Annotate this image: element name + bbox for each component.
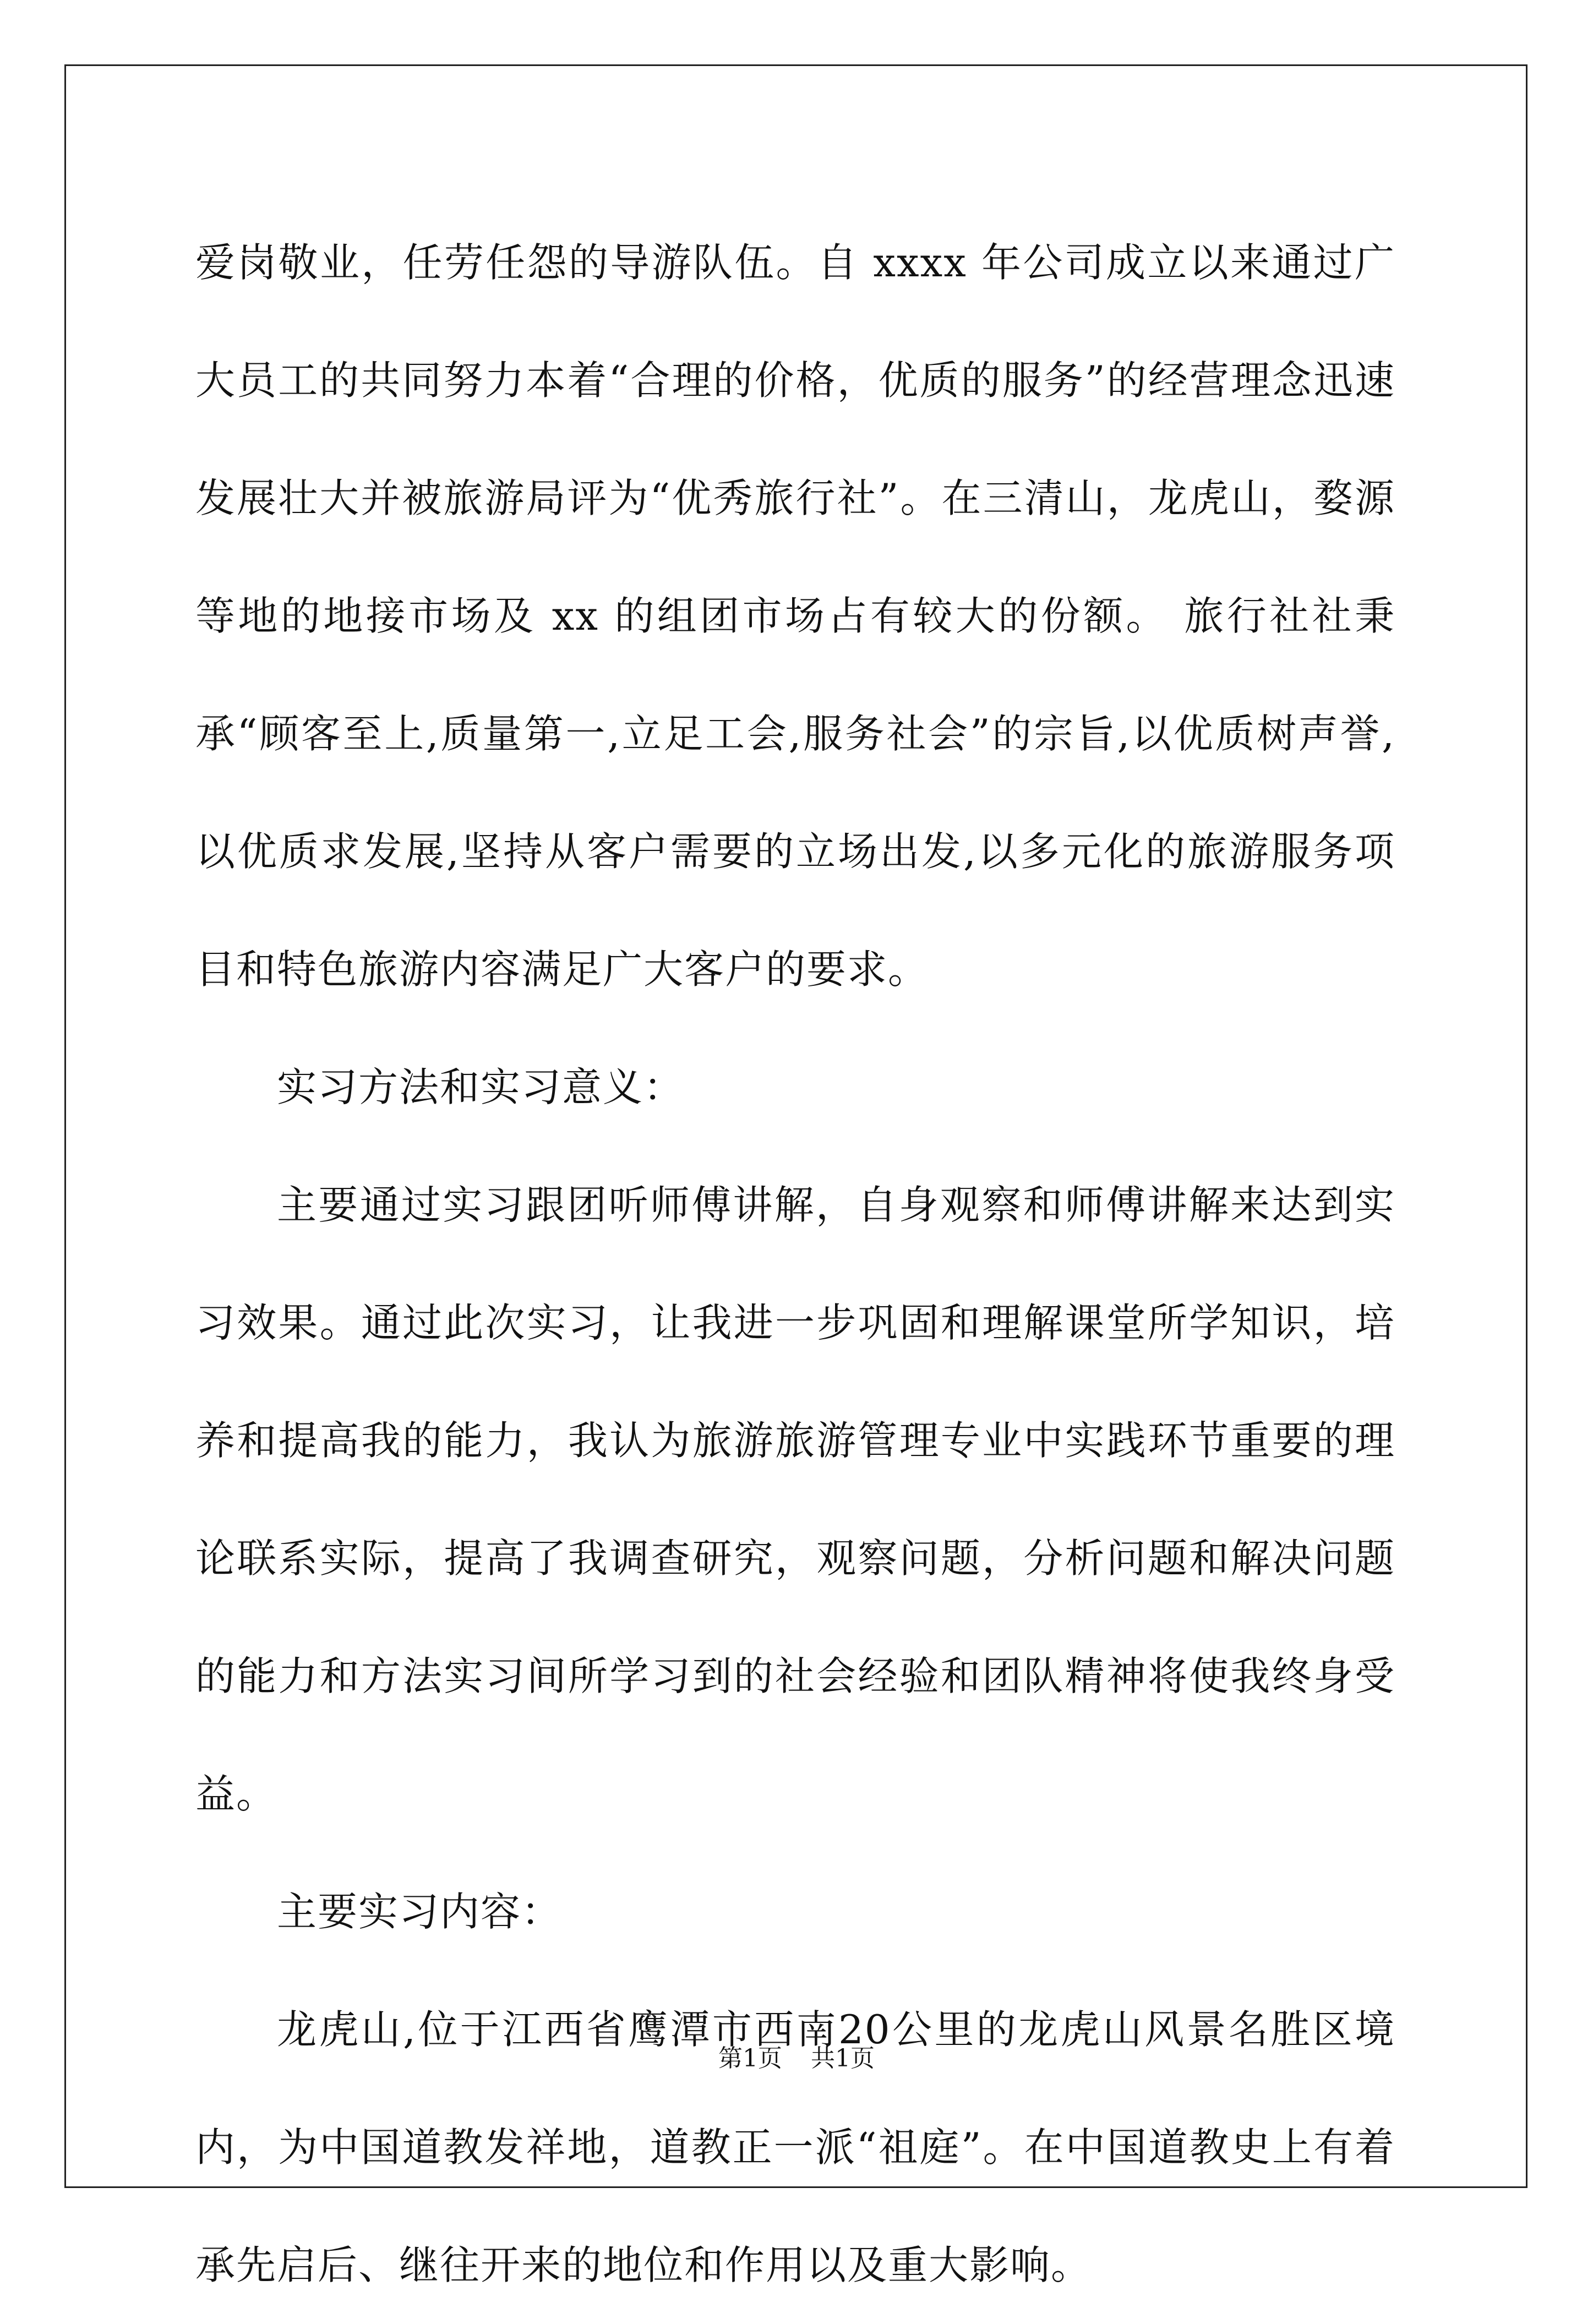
paragraph-longhushan: 龙虎山,位于江西省鹰潭市西南20公里的龙虎山风景名胜区境内，为中国道教发祥地，道教正一派“祖庭”。在中国道教史上有着承先启后、继往开来的地位和作用以及重大影响。 [195, 2006, 1395, 2288]
document-body [195, 204, 1395, 2324]
paragraph-methods: 主要通过实习跟团听师傅讲解，自身观察和师傅讲解来达到实习效果。通过此次实习，让我进一步巩固和理解课堂所学知识，培养和提高我的能力，我认为旅游旅游管理专业中实践环节重要的理论联系实际，提高了我调查研究，观察问题，分析问题和解决问题的能力和方法实习间所学习到的社会经验和团队精神将使我终身受益。 [195, 1182, 1395, 1817]
paragraph-company-intro: 爱岗敬业，任劳任怨的导游队伍。自 xxxx 年公司成立以来通过广大员工的共同努力本着“合理的价格，优质的服务”的经营理念迅速发展壮大并被旅游局评为“优秀旅行社”。在三清山，龙虎山，婺源等地的地接市场及 xx 的组团市场占有较大的份额。 旅行社社秉承“顾客至上,质量第一,立足工会,服务社会”的宗旨,以优质树声誉,以优质求发展,坚持从客户需要的立场出发,以多元化的旅游服务项目和特色旅游内容满足广大客户的要求。 [195, 239, 1395, 992]
page-number-total: 共1页 [811, 2044, 875, 2072]
page-number-current: 第1页 [718, 2044, 782, 2072]
heading-main-content: 主要实习内容： [277, 1889, 563, 1935]
page-footer [0, 2042, 1593, 2075]
heading-methods-significance: 实习方法和实习意义： [277, 1064, 685, 1110]
